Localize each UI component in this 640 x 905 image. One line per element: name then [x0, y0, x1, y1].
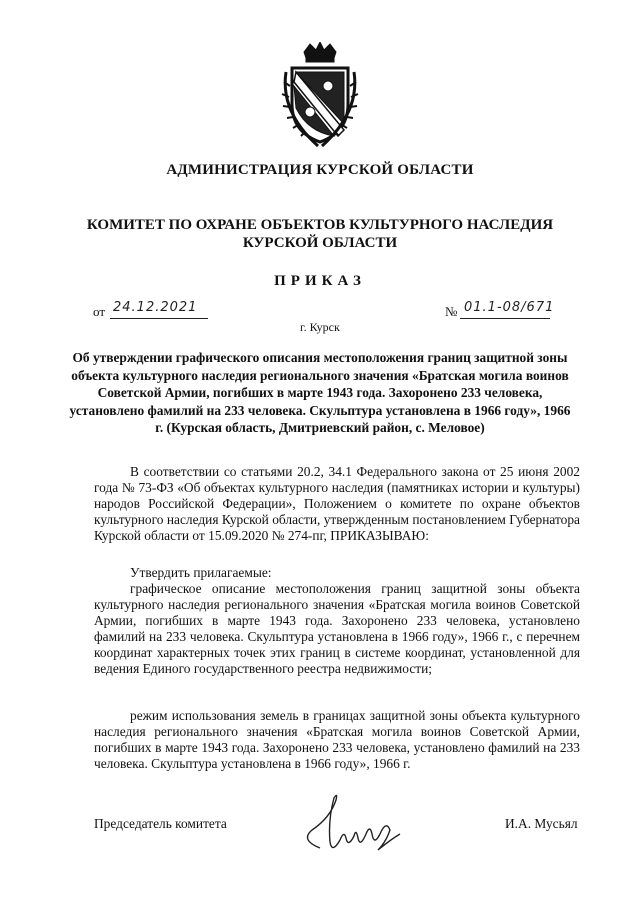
date-value: 24.12.2021 — [113, 300, 198, 315]
number-underline — [460, 318, 550, 319]
signatory-title: Председатель комитета — [94, 816, 227, 831]
paragraph-graphic-description: графическое описание местоположения границ защитной зоны объекта культурного наследия регионального значения «Братская могила воинов Советской Армии, погибших в марте 1943 года. Захоронено 233 человека, установлено фамилий на 233 человека. Скульптура установлена в 1966 году», 1966 г., с перечнем координат характерных точек этих границ в системе координат, установленной для ведения Единого государственного реестра недвижимости; — [94, 581, 580, 676]
committee-heading — [60, 216, 580, 252]
committee-heading-line1: КОМИТЕТ ПО ОХРАНЕ ОБЪЕКТОВ КУЛЬТУРНОГО НАСЛЕДИЯ — [86, 217, 554, 233]
order-heading: ПРИКАЗ — [274, 273, 366, 289]
date-label: от — [93, 304, 106, 319]
signatory-name: И.А. Мусьял — [505, 816, 578, 831]
city-label: г. Курск — [300, 320, 340, 334]
committee-heading-line2: КУРСКОЙ ОБЛАСТИ — [242, 235, 398, 251]
date-underline — [110, 318, 208, 319]
number-value: 01.1-08/671 — [464, 300, 555, 315]
document-title: Об утверждении графического описания местоположения границ защитной зоны объекта культурного наследия регионального значения «Братская могила воинов Советской Армии, погибших в марте 1943 года. Захоронено 233 человека, установлено фамилий на 233 человека. Скульптура установлена в 1966 году», 1966 г. (Курская область, Дмитриевский район, с. Меловое) — [69, 350, 571, 435]
paragraph-approve: Утвердить прилагаемые: — [130, 565, 272, 580]
paragraph-land-use-regime: режим использования земель в границах защитной зоны объекта культурного наследия регионального значения «Братская могила воинов Советской Армии, погибших в марте 1943 года. Захоронено 233 человека, установлено фамилий на 233 человека. Скульптура установлена в 1966 году», 1966 г. — [94, 708, 580, 771]
handwritten-signature — [290, 790, 410, 860]
administration-heading: АДМИНИСТРАЦИЯ КУРСКОЙ ОБЛАСТИ — [166, 162, 474, 178]
coat-of-arms-emblem — [278, 42, 362, 148]
number-label: № — [445, 304, 458, 319]
paragraph-preamble: В соответствии со статьями 20.2, 34.1 Федерального закона от 25 июня 2002 года № 73-ФЗ «Об объектах культурного наследия (памятниках истории и культуры) народов Российской Федерации», Положением о комитете по охране объектов культурного наследия Курской области, утвержденным постановлением Губернатора Курской области от 15.09.2020 № 274-пг, ПРИКАЗЫВАЮ: — [94, 464, 580, 543]
